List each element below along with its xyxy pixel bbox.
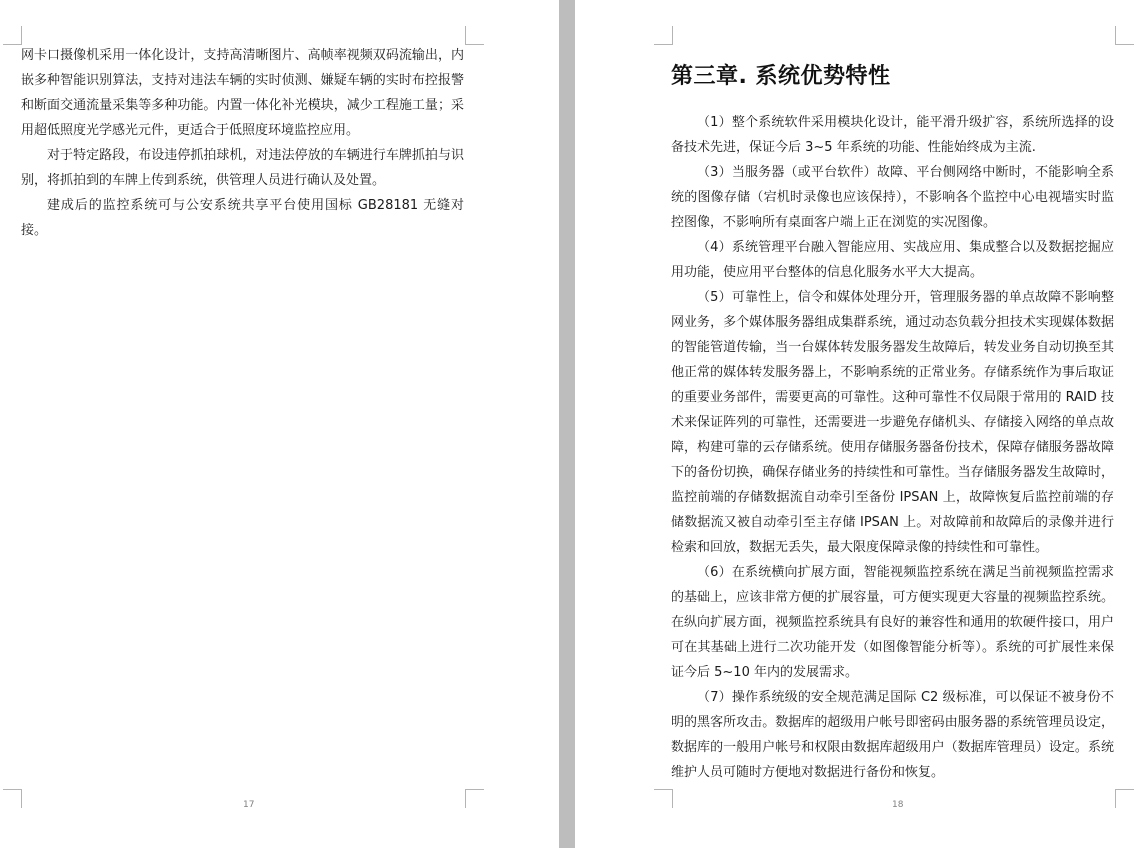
crop-mark-bottom-left bbox=[654, 789, 673, 808]
chapter-title: 第三章. 系统优势特性 bbox=[671, 64, 891, 89]
crop-mark-top-left bbox=[654, 26, 673, 45]
paragraph: （6）在系统横向扩展方面，智能视频监控系统在满足当前视频监控需求的基础上，应该非常方便的扩展容量，可方便实现更大容量的视频监控系统。在纵向扩展方面，视频监控系统具有良好的兼容性和通用的软硬件接口，用户可在其基础上进行二次功能开发（如图像智能分析等）。系统的可扩展性来保证今后 5~10 年内的发展需求。 bbox=[671, 565, 1114, 680]
page-separator bbox=[559, 0, 575, 848]
paragraph: （5）可靠性上，信令和媒体处理分开，管理服务器的单点故障不影响整网业务，多个媒体服务器组成集群系统，通过动态负载分担技术实现媒体数据的智能管道传输，当一台媒体转发服务器发生故障后，转发业务自动切换至其他正常的媒体转发服务器上，不影响系统的正常业务。存储系统作为事后取证的重要业务部件，需要更高的可靠性。这种可靠性不仅局限于常用的 RAID 技术来保证阵列的可靠性，还需要进一步避免存储机头、存储接入网络的单点故障，构建可靠的云存储系统。使用存储服务器备份技术，保障存储服务器故障下的备份切换，确保存储业务的持续性和可靠性。当存储服务器发生故障时，监控前端的存储数据流自动牵引至备份 IPSAN 上，故障恢复后监控前端的存储数据流又被自动牵引至主存储 IPSAN 上。对故障前和故障后的录像并进行检索和回放，数据无丢失，最大限度保障录像的持续性和可靠性。 bbox=[671, 290, 1114, 555]
crop-mark-top-right bbox=[1115, 26, 1134, 45]
paragraph: 对于特定路段，布设违停抓拍球机，对违法停放的车辆进行车牌抓拍与识别，将抓拍到的车牌上传到系统，供管理人员进行确认及处置。 bbox=[21, 148, 464, 188]
crop-mark-bottom-left bbox=[3, 789, 22, 808]
crop-mark-top-right bbox=[465, 26, 484, 45]
page-17 bbox=[0, 0, 559, 848]
crop-mark-bottom-right bbox=[465, 789, 484, 808]
paragraph: （4）系统管理平台融入智能应用、实战应用、集成整合以及数据挖掘应用功能，使应用平台整体的信息化服务水平大大提高。 bbox=[671, 240, 1114, 280]
crop-mark-bottom-right bbox=[1115, 789, 1134, 808]
paragraph: 网卡口摄像机采用一体化设计，支持高清晰图片、高帧率视频双码流输出，内嵌多种智能识别算法，支持对违法车辆的实时侦测、嫌疑车辆的实时布控报警和断面交通流量采集等多种功能。内置一体化补光模块，减少工程施工量；采用超低照度光学感光元件，更适合于低照度环境监控应用。 bbox=[21, 48, 464, 138]
paragraph: 建成后的监控系统可与公安系统共享平台使用国标 GB28181 无缝对接。 bbox=[21, 198, 464, 238]
body-text bbox=[671, 110, 1114, 785]
body-text bbox=[21, 43, 464, 243]
paragraph: （1）整个系统软件采用模块化设计，能平滑升级扩容，系统所选择的设备技术先进，保证今后 3~5 年系统的功能、性能始终成为主流. bbox=[671, 115, 1114, 155]
crop-mark-top-left bbox=[3, 26, 22, 45]
page-number: 17 bbox=[243, 800, 255, 810]
page-number: 18 bbox=[892, 800, 904, 810]
paragraph: （3）当服务器（或平台软件）故障、平台侧网络中断时，不能影响全系统的图像存储（宕机时录像也应该保持），不影响各个监控中心电视墙实时监控图像，不影响所有桌面客户端上正在浏览的实况图像。 bbox=[671, 165, 1114, 230]
page-18 bbox=[575, 0, 1137, 848]
paragraph: （7）操作系统级的安全规范满足国际 C2 级标准，可以保证不被身份不明的黑客所攻击。数据库的超级用户帐号即密码由服务器的系统管理员设定，数据库的一般用户帐号和权限由数据库超级用户（数据库管理员）设定。系统维护人员可随时方便地对数据进行备份和恢复。 bbox=[671, 690, 1114, 780]
